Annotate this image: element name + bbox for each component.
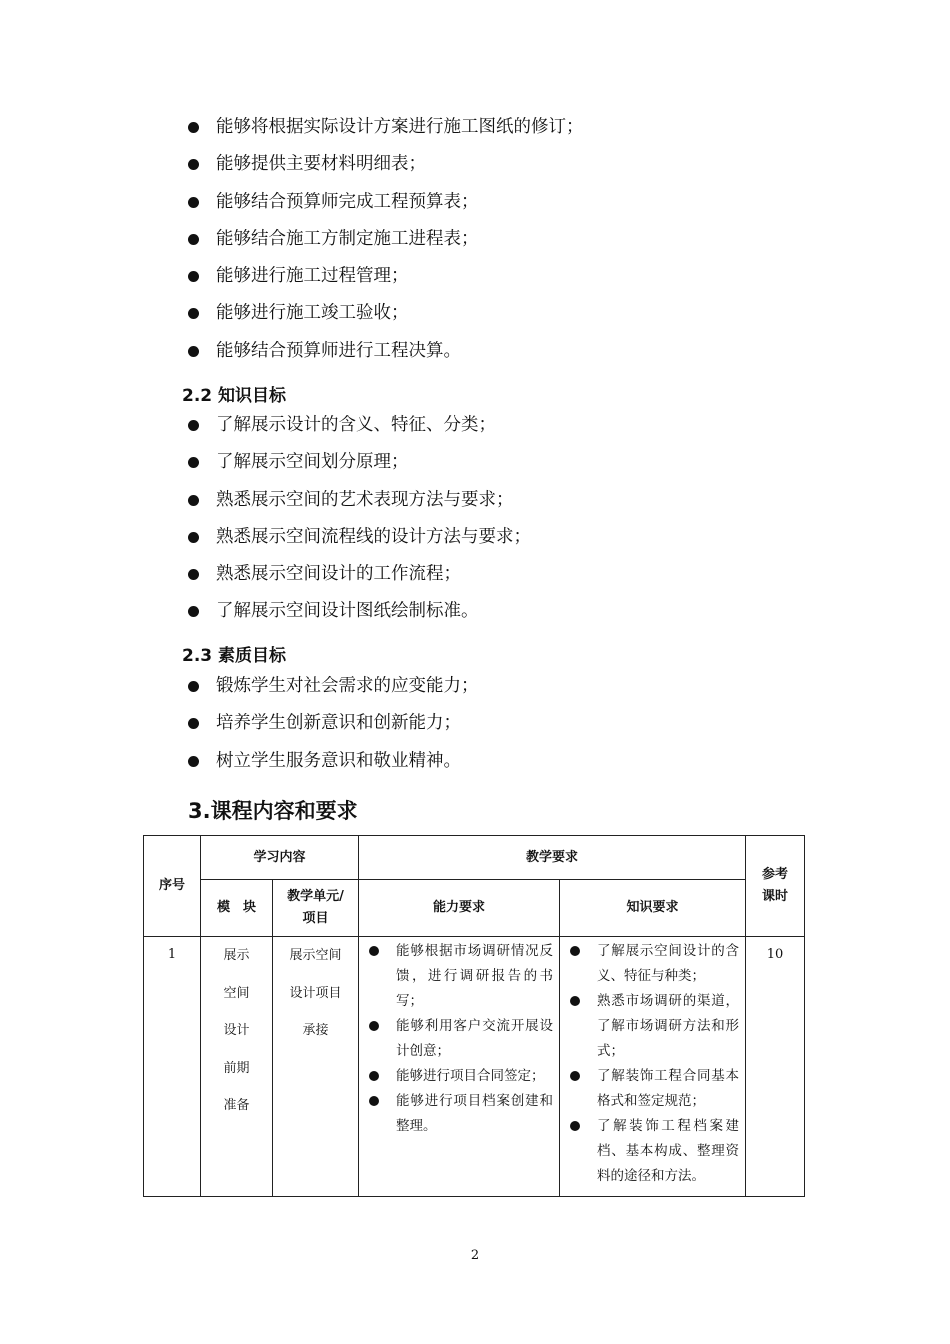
- header-unit: [273, 880, 359, 937]
- header-seq: 序号: [144, 836, 201, 937]
- list-item: 能够结合施工方制定施工进程表；: [186, 229, 584, 266]
- unit-line: 承接: [302, 1023, 329, 1038]
- row-knowledge: [560, 937, 746, 1197]
- list-item: 树立学生服务意识和敬业精神。: [186, 751, 479, 788]
- knowledge-item: 了解装饰工程合同基本格式和签定规范；: [566, 1064, 739, 1114]
- list-item: 能够将根据实际设计方案进行施工图纸的修订；: [186, 117, 584, 154]
- knowledge-list: [186, 415, 531, 639]
- list-item: 培养学生创新意识和创新能力；: [186, 713, 479, 750]
- list-item: 了解展示空间设计图纸绘制标准。: [186, 601, 531, 638]
- list-item: 了解展示设计的含义、特征、分类；: [186, 415, 531, 452]
- header-ref-line2: 课时: [762, 889, 789, 904]
- module-line: 展示: [223, 948, 250, 963]
- quality-heading: 2.3 素质目标: [182, 646, 287, 666]
- header-reference-hours: [746, 836, 805, 937]
- knowledge-item: 了解展示空间设计的含义、特征与种类；: [566, 939, 739, 989]
- header-module: 模 块: [201, 880, 273, 937]
- module-line: 前期: [223, 1060, 250, 1076]
- list-item: 熟悉展示空间的艺术表现方法与要求；: [186, 490, 531, 527]
- list-item: 熟悉展示空间设计的工作流程；: [186, 564, 531, 601]
- quality-list: [186, 676, 479, 788]
- table-row: [144, 937, 805, 1197]
- row-hours: 10: [746, 937, 805, 1197]
- header-teaching-requirements: 教学要求: [359, 836, 746, 880]
- list-item: 能够进行施工竣工验收；: [186, 303, 584, 340]
- module-line: 准备: [223, 1098, 250, 1113]
- header-unit-line2: 项目: [302, 911, 329, 926]
- knowledge-item: 熟悉市场调研的渠道，了解市场调研方法和形式；: [566, 989, 739, 1064]
- header-ref-line1: 参考: [762, 867, 789, 882]
- header-ability: 能力要求: [359, 880, 560, 937]
- ability-item: 能够根据市场调研情况反馈，进行调研报告的书写；: [365, 939, 553, 1014]
- list-item: 能够结合预算师完成工程预算表；: [186, 192, 584, 229]
- list-item: 了解展示空间划分原理；: [186, 452, 531, 489]
- module-line: 空间: [223, 985, 250, 1001]
- section-3-title: 3.课程内容和要求: [188, 799, 358, 823]
- course-content-table: [143, 835, 805, 1197]
- unit-line: 设计项目: [289, 985, 342, 1001]
- header-unit-line1: 教学单元/: [287, 889, 344, 904]
- module-line: 设计: [223, 1023, 250, 1038]
- row-seq: 1: [144, 937, 201, 1197]
- list-item: 能够提供主要材料明细表；: [186, 154, 584, 191]
- page-number: 2: [470, 1248, 480, 1263]
- list-item: 熟悉展示空间流程线的设计方法与要求；: [186, 527, 531, 564]
- row-ability: [359, 937, 560, 1197]
- ability-item: 能够进行项目合同签定；: [365, 1064, 553, 1089]
- ability-item: 能够利用客户交流开展设计创意；: [365, 1014, 553, 1064]
- list-item: 能够结合预算师进行工程决算。: [186, 341, 584, 378]
- row-unit: [273, 937, 359, 1197]
- header-learning-content: 学习内容: [201, 836, 359, 880]
- knowledge-heading: 2.2 知识目标: [182, 386, 287, 406]
- list-item: 能够进行施工过程管理；: [186, 266, 584, 303]
- skills-list: [186, 117, 584, 378]
- knowledge-item: 了解装饰工程档案建档、基本构成、整理资料的途径和方法。: [566, 1114, 739, 1189]
- unit-line: 展示空间: [289, 948, 342, 963]
- row-module: [201, 937, 273, 1197]
- list-item: 锻炼学生对社会需求的应变能力；: [186, 676, 479, 713]
- ability-item: 能够进行项目档案创建和整理。: [365, 1089, 553, 1139]
- header-knowledge: 知识要求: [560, 880, 746, 937]
